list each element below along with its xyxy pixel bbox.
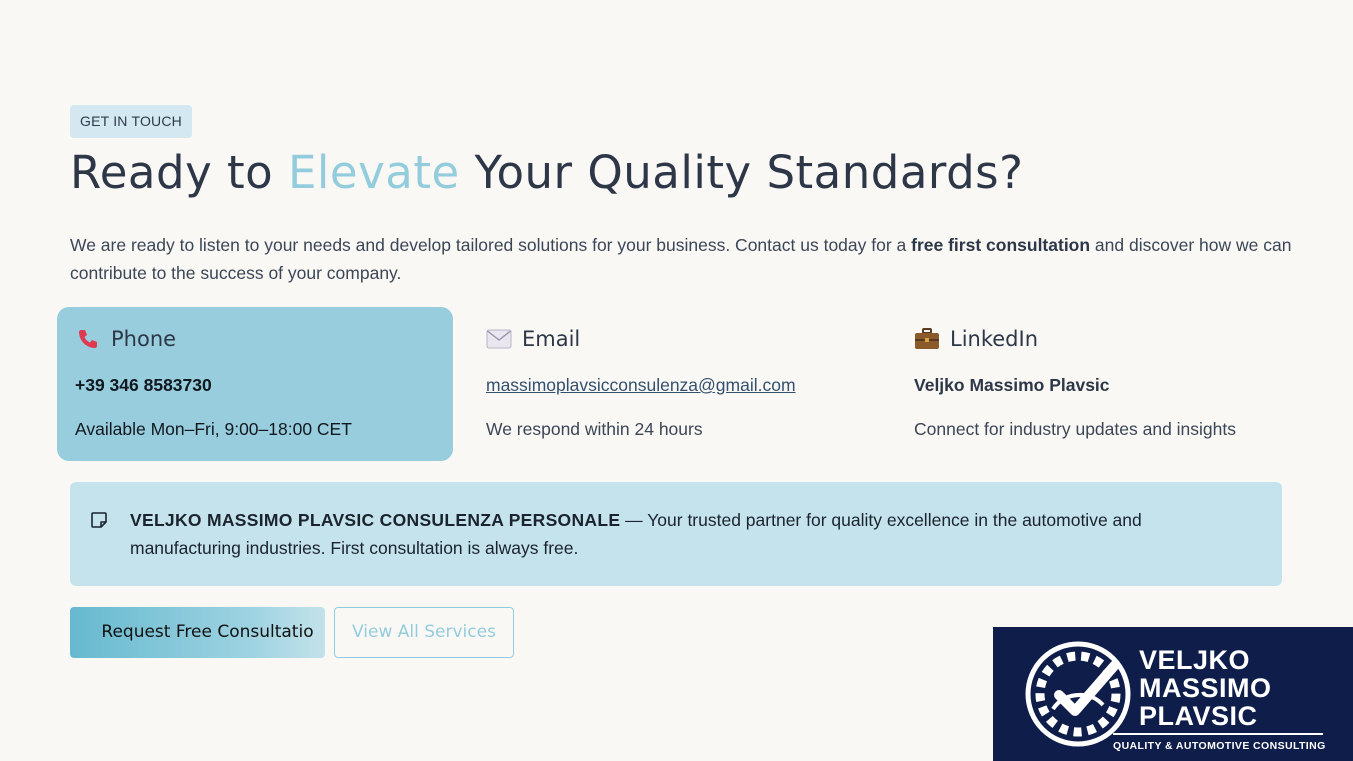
email-response-note: We respond within 24 hours [486,419,703,439]
intro-text-1: We are ready to listen to your needs and develop tailored solutions for your business. Contact us today for a [70,235,912,255]
intro-paragraph [70,231,1295,287]
logo-divider [1113,733,1323,735]
phone-card[interactable] [57,307,453,461]
intro-text-2: and discover how we can contribute to the success of your company. [70,235,1292,283]
logo-line-1: VELJKO [1139,645,1251,675]
email-value [486,375,860,397]
company-note [70,482,1282,586]
title-accent: Elevate [288,146,460,199]
phone-title: Phone [111,327,177,351]
phone-number[interactable]: +39 346 8583730 [75,375,212,395]
request-consultation-button[interactable]: Request Free Consultatio [70,607,325,658]
title-part-1: Ready to [70,146,288,199]
phone-card-header [75,325,435,353]
linkedin-card-header [914,325,1298,353]
intro-bold: free first consultation [911,235,1091,255]
email-title: Email [522,327,581,351]
title-part-2: Your Quality Standards? [459,146,1024,199]
email-card-header [486,325,860,353]
briefcase-icon [914,326,940,352]
section-tag: GET IN TOUCH [70,105,192,138]
linkedin-name[interactable]: Veljko Massimo Plavsic [914,375,1110,395]
logo-tagline: QUALITY & AUTOMOTIVE CONSULTING [1113,740,1326,752]
brand-logo [993,627,1353,761]
logo-line-3: PLAVSIC [1139,701,1258,731]
phone-availability: Available Mon–Fri, 9:00–18:00 CET [75,419,352,439]
logo-line-2: MASSIMO [1139,673,1272,703]
phone-icon [75,326,101,352]
linkedin-title: LinkedIn [950,327,1039,351]
view-services-button[interactable]: View All Services [334,607,514,658]
company-description: — Your trusted partner for quality excellence in the automotive and manufacturing industries. First consultation is always free. [130,510,1142,558]
note-icon [90,509,108,527]
linkedin-card [896,307,1316,461]
envelope-icon [486,326,512,352]
company-name: VELJKO MASSIMO PLAVSIC CONSULENZA PERSONALE [130,510,621,530]
linkedin-note: Connect for industry updates and insights [914,419,1236,439]
email-link[interactable]: massimoplavsicconsulenza@gmail.com [486,375,796,395]
email-card [468,307,878,461]
page-title [70,146,1024,199]
